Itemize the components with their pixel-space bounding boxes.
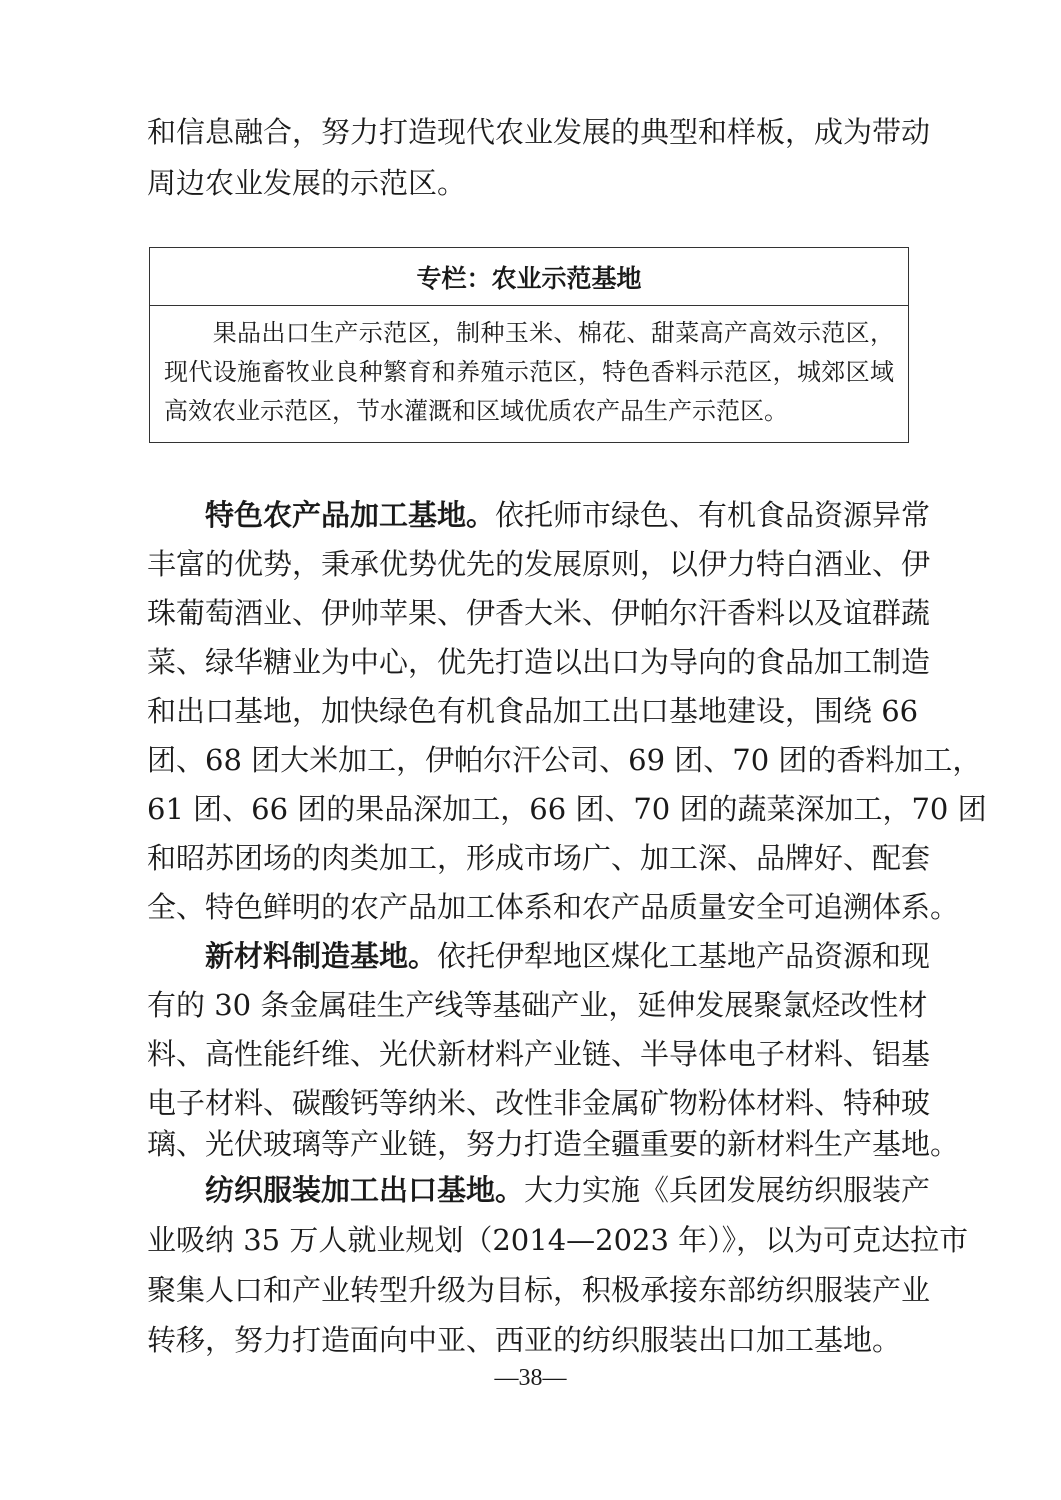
section-line: 和昭苏团场的肉类加工，形成市场广、加工深、品牌好、配套 <box>147 841 931 875</box>
section-line: 61 团、66 团的果品深加工，66 团、70 团的蔬菜深加工，70 团 <box>147 792 987 826</box>
section-heading: 纺织服装加工出口基地。 <box>205 1173 525 1207</box>
intro-line: 和信息融合，努力打造现代农业发展的典型和样板，成为带动 <box>147 115 931 149</box>
section-line: 团、68 团大米加工，伊帕尔汗公司、69 团、70 团的香料加工， <box>147 743 982 777</box>
section-line: 璃、光伏玻璃等产业链，努力打造全疆重要的新材料生产基地。 <box>147 1127 960 1161</box>
section-line: 珠葡萄酒业、伊帅苹果、伊香大米、伊帕尔汗香料以及谊群蔬 <box>147 596 931 630</box>
section-line: 业吸纳 35 万人就业规划（2014—2023 年）》，以为可克达拉市 <box>147 1223 969 1257</box>
intro-line: 周边农业发展的示范区。 <box>147 166 467 200</box>
page-number: —38— <box>494 1365 567 1391</box>
section-first-line <box>205 495 931 535</box>
sidebar-box-line: 现代设施畜牧业良种繁育和养殖示范区，特色香料示范区，城郊区域 <box>164 358 894 386</box>
sidebar-box <box>149 247 909 443</box>
section-first-line <box>205 936 931 976</box>
section-text: 依托师市绿色、有机食品资源异常 <box>495 498 931 532</box>
sidebar-box-title-row <box>150 248 908 306</box>
section-first-line <box>205 1170 931 1210</box>
section-heading: 特色农产品加工基地。 <box>205 498 496 532</box>
section-line: 料、高性能纤维、光伏新材料产业链、半导体电子材料、铝基 <box>147 1037 931 1071</box>
sidebar-box-title: 专栏：农业示范基地 <box>416 263 642 293</box>
section-line: 聚集人口和产业转型升级为目标，积极承接东部纺织服装产业 <box>147 1273 931 1307</box>
sidebar-box-line: 果品出口生产示范区，制种玉米、棉花、甜菜高产高效示范区， <box>164 319 894 347</box>
sidebar-box-line: 高效农业示范区，节水灌溉和区域优质农产品生产示范区。 <box>164 397 788 425</box>
section-line: 菜、绿华糖业为中心，优先打造以出口为导向的食品加工制造 <box>147 645 931 679</box>
section-line: 电子材料、碳酸钙等纳米、改性非金属矿物粉体材料、特种玻 <box>147 1086 931 1120</box>
section-line: 转移，努力打造面向中亚、西亚的纺织服装出口加工基地。 <box>147 1323 902 1357</box>
section-line: 全、特色鲜明的农产品加工体系和农产品质量安全可追溯体系。 <box>147 890 960 924</box>
section-text: 依托伊犁地区煤化工基地产品资源和现 <box>437 939 931 973</box>
section-line: 丰富的优势，秉承优势优先的发展原则，以伊力特白酒业、伊 <box>147 547 931 581</box>
section-text: 大力实施《兵团发展纺织服装产 <box>524 1173 931 1207</box>
section-line: 有的 30 条金属硅生产线等基础产业，延伸发展聚氯烃改性材 <box>147 988 928 1022</box>
section-heading: 新材料制造基地。 <box>205 939 438 973</box>
section-line: 和出口基地，加快绿色有机食品加工出口基地建设，围绕 66 <box>147 694 919 728</box>
